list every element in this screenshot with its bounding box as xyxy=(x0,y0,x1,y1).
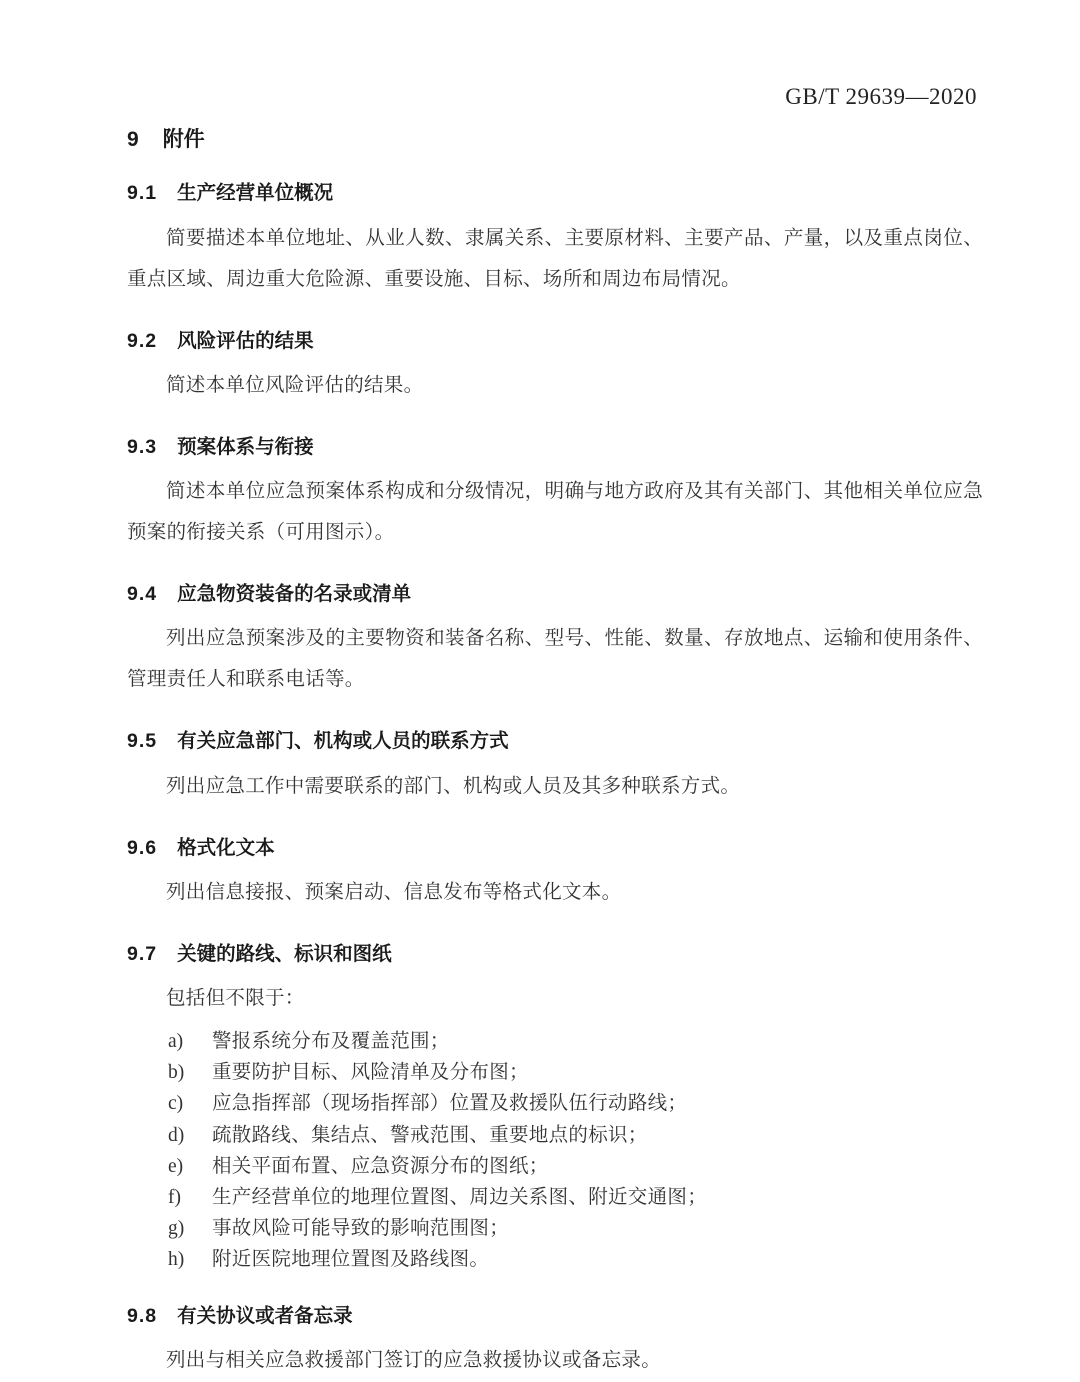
list-item-text: 疏散路线、集结点、警戒范围、重要地点的标识； xyxy=(212,1124,648,1146)
section-9-8 xyxy=(127,1304,983,1382)
list-item xyxy=(168,1151,983,1182)
list-marker: d) xyxy=(168,1124,185,1146)
section-number: 9.4 xyxy=(127,583,158,606)
section-title: 有关协议或者备忘录 xyxy=(177,1304,353,1327)
section-number: 9.1 xyxy=(127,182,158,205)
section-heading xyxy=(127,181,983,206)
section-title: 格式化文本 xyxy=(177,836,275,859)
section-heading xyxy=(127,435,983,460)
list-item xyxy=(168,1088,983,1119)
section-heading xyxy=(127,582,983,607)
list-item-text: 事故风险可能导致的影响范围图； xyxy=(212,1218,510,1240)
list-marker: h) xyxy=(168,1249,185,1271)
section-paragraph: 列出应急工作中需要联系的部门、机构或人员及其多种联系方式。 xyxy=(166,775,741,797)
section-heading xyxy=(127,729,983,754)
list-item xyxy=(168,1213,983,1244)
document-content xyxy=(127,126,983,1382)
list-marker: c) xyxy=(168,1093,184,1115)
section-paragraph: 列出信息接报、预案启动、信息发布等格式化文本。 xyxy=(166,881,622,903)
chapter-title: 附件 xyxy=(162,128,205,151)
section-number: 9.6 xyxy=(127,836,158,859)
section-9-4 xyxy=(127,582,983,701)
section-9-6 xyxy=(127,836,983,914)
key-items-list xyxy=(127,1026,983,1276)
list-item-text: 相关平面布置、应急资源分布的图纸； xyxy=(212,1155,549,1177)
list-item xyxy=(168,1182,983,1213)
section-heading xyxy=(127,836,983,861)
section-paragraph: 简述本单位应急预案体系构成和分级情况，明确与地方政府及其有关部门、其他相关单位应急预案的衔接关系（可用图示）。 xyxy=(127,481,983,544)
list-item-text: 重要防护目标、风险清单及分布图； xyxy=(212,1062,529,1084)
section-title: 应急物资装备的名录或清单 xyxy=(177,583,412,606)
list-marker: a) xyxy=(168,1031,184,1053)
list-item xyxy=(168,1057,983,1088)
section-number: 9.3 xyxy=(127,435,158,458)
list-marker: e) xyxy=(168,1155,184,1177)
page-header xyxy=(785,84,977,110)
chapter-heading xyxy=(127,126,983,153)
section-paragraph: 列出应急预案涉及的主要物资和装备名称、型号、性能、数量、存放地点、运输和使用条件、管理责任人和联系电话等。 xyxy=(127,628,983,691)
section-number: 9.8 xyxy=(127,1304,158,1327)
section-heading xyxy=(127,329,983,354)
section-9-1 xyxy=(127,181,983,300)
chapter-number: 9 xyxy=(127,128,139,151)
list-marker: b) xyxy=(168,1062,185,1084)
list-item xyxy=(168,1026,983,1057)
section-9-5 xyxy=(127,729,983,807)
section-paragraph: 列出与相关应急救援部门签订的应急救援协议或备忘录。 xyxy=(166,1349,662,1371)
section-9-3 xyxy=(127,435,983,554)
section-paragraph: 简要描述本单位地址、从业人数、隶属关系、主要原材料、主要产品、产量，以及重点岗位、重点区域、周边重大危险源、重要设施、目标、场所和周边布局情况。 xyxy=(127,227,983,290)
section-title: 生产经营单位概况 xyxy=(177,182,334,205)
list-item-text: 生产经营单位的地理位置图、周边关系图、附近交通图； xyxy=(212,1187,708,1209)
section-number: 9.5 xyxy=(127,730,158,753)
list-item-text: 应急指挥部（现场指挥部）位置及救援队伍行动路线； xyxy=(212,1093,688,1115)
list-item xyxy=(168,1120,983,1151)
section-title: 关键的路线、标识和图纸 xyxy=(177,942,392,965)
section-number: 9.7 xyxy=(127,942,158,965)
list-item-text: 警报系统分布及覆盖范围； xyxy=(212,1031,450,1053)
list-item-text: 附近医院地理位置图及路线图。 xyxy=(212,1249,490,1271)
list-marker: f) xyxy=(168,1187,181,1209)
section-heading xyxy=(127,1304,983,1329)
section-9-2 xyxy=(127,329,983,407)
list-item xyxy=(168,1244,983,1275)
section-title: 有关应急部门、机构或人员的联系方式 xyxy=(177,730,509,753)
section-number: 9.2 xyxy=(127,329,158,352)
list-marker: g) xyxy=(168,1218,185,1240)
section-paragraph: 简述本单位风险评估的结果。 xyxy=(166,374,424,396)
section-title: 风险评估的结果 xyxy=(177,329,314,352)
standard-number: GB/T 29639—2020 xyxy=(785,84,977,109)
section-heading xyxy=(127,942,983,967)
section-paragraph: 包括但不限于： xyxy=(166,988,305,1010)
section-9-7 xyxy=(127,942,983,1276)
section-title: 预案体系与衔接 xyxy=(177,435,314,458)
